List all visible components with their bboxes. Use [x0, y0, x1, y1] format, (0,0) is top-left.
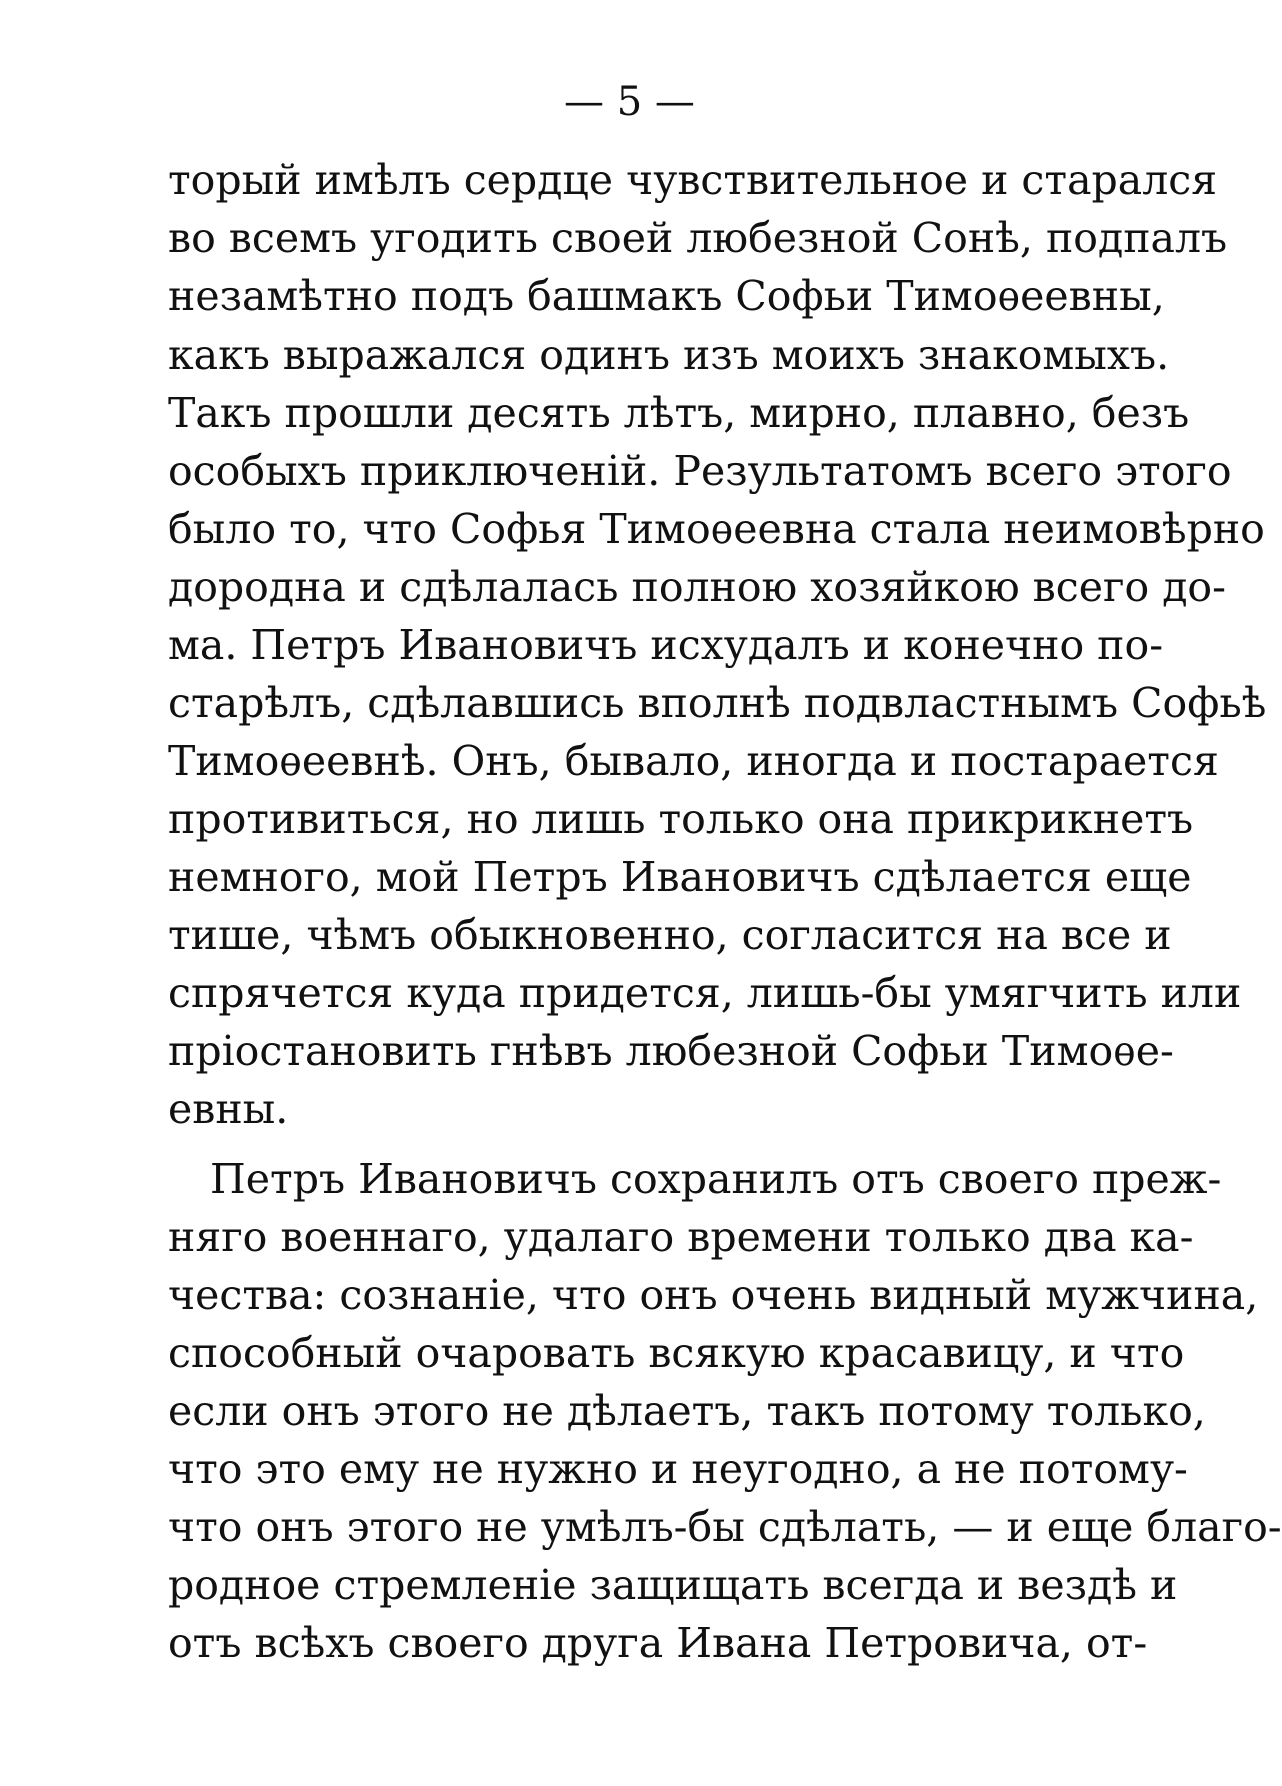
text-line: родное стремленіе защищать всегда и вездѣ и: [168, 1561, 1178, 1609]
text-line: особыхъ приключеній. Результатомъ всего этого: [168, 447, 1232, 495]
text-line: тише, чѣмъ обыкновенно, согласится на все и: [168, 911, 1172, 959]
text-line: торый имѣлъ сердце чувствительное и старался: [168, 156, 1218, 204]
page-number: — 5 —: [564, 79, 695, 125]
text-line: пріостановить гнѣвъ любезной Софьи Тимоѳе-: [168, 1027, 1174, 1075]
text-line: ма. Петръ Ивановичъ исхудалъ и конечно по-: [168, 621, 1164, 669]
text-line: спрячется куда придется, лишь-бы умягчить или: [168, 969, 1242, 1017]
text-line: няго военнаго, удалаго времени только два ка-: [168, 1213, 1194, 1261]
text-line: что онъ этого не умѣлъ-бы сдѣлать, — и еще благо-: [168, 1503, 1282, 1551]
text-line: чества: сознаніе, что онъ очень видный мужчина,: [168, 1271, 1259, 1319]
text-line: во всемъ угодить своей любезной Сонѣ, подпалъ: [168, 214, 1228, 262]
text-line: старѣлъ, сдѣлавшись вполнѣ подвластнымъ Софьѣ: [168, 679, 1267, 727]
text-line: Такъ прошли десять лѣтъ, мирно, плавно, безъ: [168, 389, 1190, 437]
text-line: незамѣтно подъ башмакъ Софьи Тимоѳеевны,: [168, 272, 1165, 320]
text-line: Петръ Ивановичъ сохранилъ отъ своего преж-: [210, 1155, 1222, 1203]
text-line: какъ выражался одинъ изъ моихъ знакомыхъ.: [168, 331, 1170, 379]
text-line: способный очаровать всякую красавицу, и что: [168, 1329, 1185, 1377]
text-line: евны.: [168, 1085, 289, 1133]
text-line: противиться, но лишь только она прикрикнетъ: [168, 795, 1194, 843]
text-line: Тимоѳеевнѣ. Онъ, бывало, иногда и постарается: [168, 737, 1219, 785]
text-line: что это ему не нужно и неугодно, а не потому-: [168, 1445, 1188, 1493]
text-line: отъ всѣхъ своего друга Ивана Петровича, от-: [168, 1619, 1148, 1667]
text-line: если онъ этого не дѣлаетъ, такъ потому только,: [168, 1387, 1206, 1435]
text-line: было то, что Софья Тимоѳеевна стала неимовѣрно: [168, 505, 1265, 553]
text-line: дородна и сдѣлалась полною хозяйкою всего до-: [168, 563, 1226, 611]
text-line: немного, мой Петръ Ивановичъ сдѣлается еще: [168, 853, 1192, 901]
